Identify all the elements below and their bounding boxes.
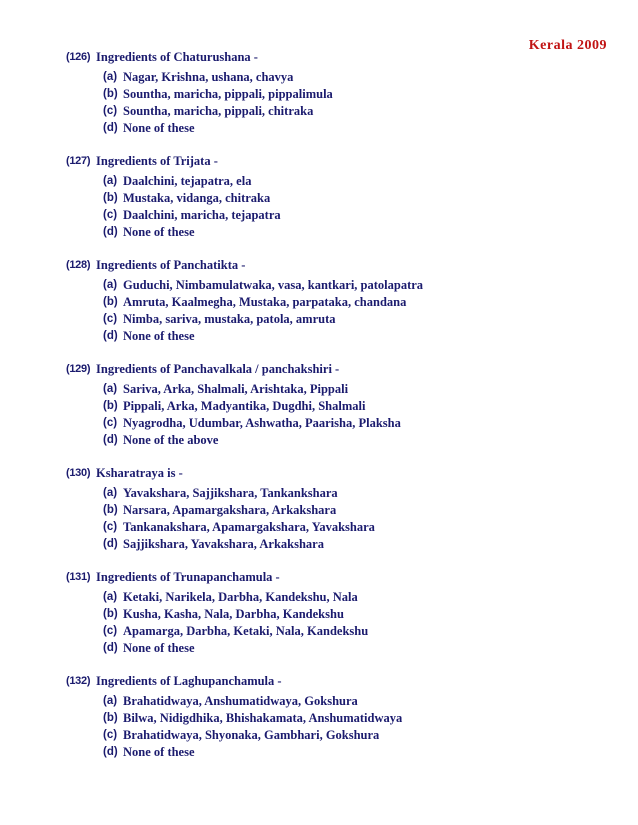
option-row (66, 328, 624, 345)
option-row (66, 415, 624, 432)
option-row (66, 589, 624, 606)
option-text: Mustaka, vidanga, chitraka (123, 191, 271, 205)
question-header (66, 153, 624, 170)
questions-list (66, 49, 624, 777)
question-block (66, 569, 624, 657)
question-header (66, 569, 624, 586)
question-number: (131) (66, 571, 91, 583)
option-letter: (c) (103, 625, 118, 637)
question-block (66, 49, 624, 137)
option-text: Amruta, Kaalmegha, Mustaka, parpataka, chandana (123, 295, 407, 309)
option-letter: (b) (103, 608, 118, 620)
option-row (66, 224, 624, 241)
option-letter: (c) (103, 209, 118, 221)
option-text: Kusha, Kasha, Nala, Darbha, Kandekshu (123, 607, 344, 621)
question-number: (126) (66, 51, 91, 63)
option-row (66, 519, 624, 536)
option-row (66, 277, 624, 294)
option-row (66, 381, 624, 398)
option-text: None of these (123, 641, 195, 655)
option-text: None of these (123, 745, 195, 759)
option-letter: (d) (103, 538, 118, 550)
option-row (66, 727, 624, 744)
option-row (66, 623, 624, 640)
option-letter: (a) (103, 695, 118, 707)
option-letter: (d) (103, 746, 118, 758)
question-number: (127) (66, 155, 91, 167)
option-row (66, 173, 624, 190)
question-block (66, 257, 624, 345)
option-row (66, 86, 624, 103)
option-letter: (b) (103, 504, 118, 516)
option-letter: (a) (103, 71, 118, 83)
question-header (66, 257, 624, 274)
option-text: Nagar, Krishna, ushana, chavya (123, 70, 294, 84)
option-row (66, 103, 624, 120)
option-letter: (d) (103, 434, 118, 446)
question-header (66, 465, 624, 482)
option-row (66, 502, 624, 519)
option-row (66, 207, 624, 224)
question-block (66, 465, 624, 553)
option-letter: (d) (103, 330, 118, 342)
option-row (66, 693, 624, 710)
option-letter: (a) (103, 487, 118, 499)
option-letter: (d) (103, 642, 118, 654)
option-letter: (d) (103, 226, 118, 238)
option-text: None of these (123, 329, 195, 343)
question-block (66, 673, 624, 761)
option-text: Daalchini, tejapatra, ela (123, 174, 252, 188)
option-text: Yavakshara, Sajjikshara, Tankankshara (123, 486, 338, 500)
question-number: (132) (66, 675, 91, 687)
option-text: Bilwa, Nidigdhika, Bhishakamata, Anshumatidwaya (123, 711, 403, 725)
exam-year-tag: Kerala 2009 (528, 38, 607, 53)
option-text: Sountha, maricha, pippali, pippalimula (123, 87, 333, 101)
question-text: Ingredients of Chaturushana - (96, 50, 258, 64)
option-letter: (c) (103, 521, 118, 533)
option-text: None of these (123, 225, 195, 239)
option-row (66, 190, 624, 207)
option-letter: (a) (103, 591, 118, 603)
option-text: Pippali, Arka, Madyantika, Dugdhi, Shalmali (123, 399, 366, 413)
option-text: Sariva, Arka, Shalmali, Arishtaka, Pippali (123, 382, 349, 396)
question-block (66, 153, 624, 241)
option-row (66, 485, 624, 502)
option-row (66, 120, 624, 137)
question-text: Ingredients of Laghupanchamula - (96, 674, 282, 688)
option-text: Ketaki, Narikela, Darbha, Kandekshu, Nala (123, 590, 358, 604)
option-row (66, 640, 624, 657)
option-text: Narsara, Apamargakshara, Arkakshara (123, 503, 337, 517)
question-text: Ksharatraya is - (96, 466, 183, 480)
option-text: None of the above (123, 433, 219, 447)
question-block (66, 361, 624, 449)
option-letter: (b) (103, 192, 118, 204)
question-text: Ingredients of Trunapanchamula - (96, 570, 280, 584)
option-row (66, 432, 624, 449)
option-row (66, 536, 624, 553)
option-text: Guduchi, Nimbamulatwaka, vasa, kantkari, patolapatra (123, 278, 424, 292)
option-text: Daalchini, maricha, tejapatra (123, 208, 281, 222)
option-letter: (c) (103, 417, 118, 429)
option-text: Sajjikshara, Yavakshara, Arkakshara (123, 537, 324, 551)
question-number: (130) (66, 467, 91, 479)
question-text: Ingredients of Panchatikta - (96, 258, 246, 272)
question-text: Ingredients of Trijata - (96, 154, 218, 168)
option-letter: (b) (103, 712, 118, 724)
option-row (66, 294, 624, 311)
option-row (66, 606, 624, 623)
option-letter: (b) (103, 400, 118, 412)
option-letter: (c) (103, 729, 118, 741)
question-header (66, 49, 624, 66)
option-text: Sountha, maricha, pippali, chitraka (123, 104, 314, 118)
option-text: Nyagrodha, Udumbar, Ashwatha, Paarisha, Plaksha (123, 416, 401, 430)
option-letter: (b) (103, 296, 118, 308)
option-row (66, 710, 624, 727)
option-text: None of these (123, 121, 195, 135)
option-text: Brahatidwaya, Anshumatidwaya, Gokshura (123, 694, 358, 708)
question-number: (129) (66, 363, 91, 375)
option-text: Apamarga, Darbha, Ketaki, Nala, Kandekshu (123, 624, 369, 638)
option-text: Brahatidwaya, Shyonaka, Gambhari, Gokshura (123, 728, 380, 742)
option-text: Tankanakshara, Apamargakshara, Yavakshara (123, 520, 375, 534)
option-letter: (a) (103, 383, 118, 395)
option-letter: (b) (103, 88, 118, 100)
question-number: (128) (66, 259, 91, 271)
option-row (66, 311, 624, 328)
option-letter: (a) (103, 175, 118, 187)
option-row (66, 69, 624, 86)
option-letter: (d) (103, 122, 118, 134)
option-letter: (c) (103, 105, 118, 117)
option-letter: (a) (103, 279, 118, 291)
question-header (66, 673, 624, 690)
option-row (66, 398, 624, 415)
question-text: Ingredients of Panchavalkala / panchakshiri - (96, 362, 340, 376)
question-header (66, 361, 624, 378)
option-letter: (c) (103, 313, 118, 325)
option-row (66, 744, 624, 761)
option-text: Nimba, sariva, mustaka, patola, amruta (123, 312, 336, 326)
